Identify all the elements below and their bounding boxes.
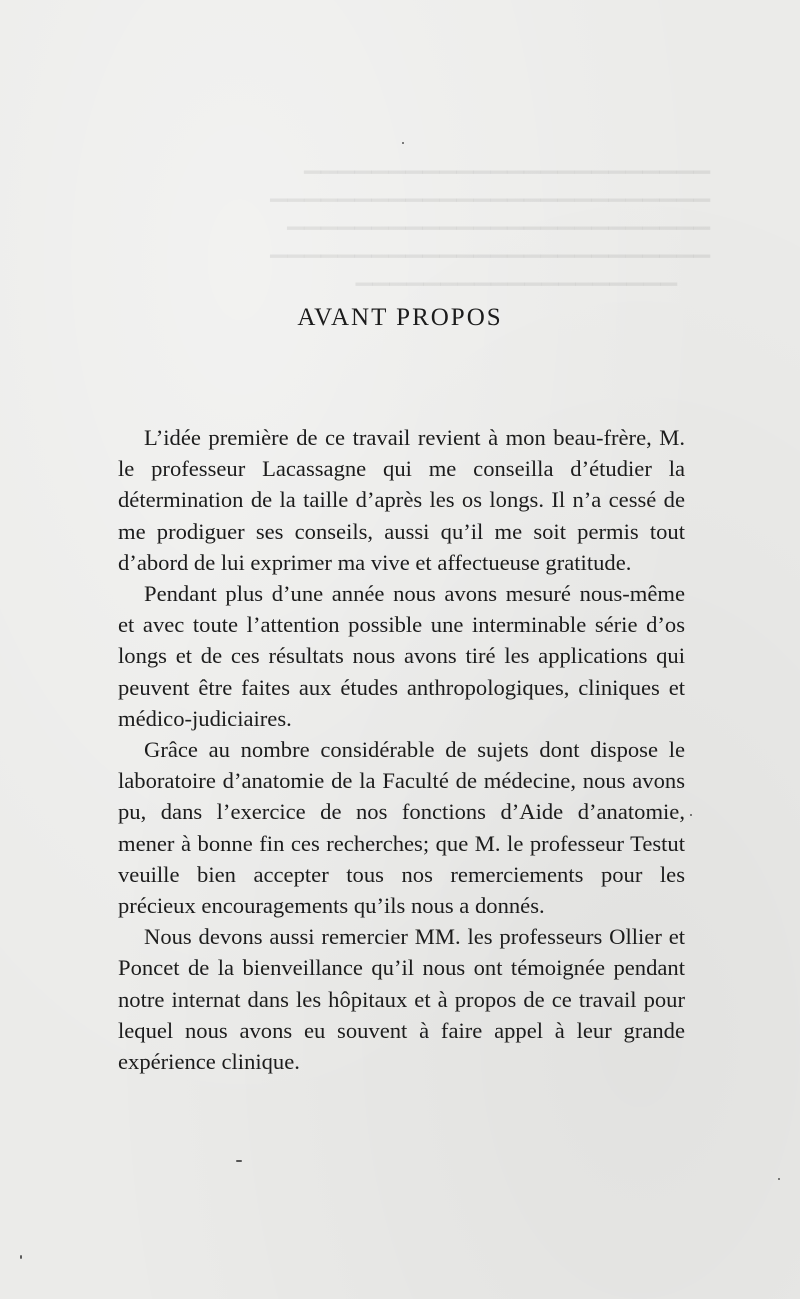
body-text	[118, 422, 685, 1077]
bleed-through-text: ▔▔▔▔▔▔▔▔▔▔▔▔▔▔▔▔▔▔▔▔▔▔▔▔ ▔▔▔▔▔▔▔▔▔▔▔▔▔▔▔▔▔▔▔▔▔▔▔▔▔▔ ▔▔▔▔▔▔▔▔▔▔▔▔▔▔▔▔▔▔▔▔▔▔▔▔▔ ▔▔▔▔▔▔▔▔▔▔▔▔▔▔▔▔▔▔▔▔▔▔▔▔▔▔ ▔▔▔▔▔▔▔▔▔▔▔▔▔▔▔▔▔▔▔	[270, 171, 710, 308]
speck	[690, 814, 692, 816]
speck	[778, 1178, 780, 1180]
speck	[236, 1160, 242, 1162]
paragraph-3: Grâce au nombre considérable de sujets dont dispose le laboratoire d’anatomie de la Faculté de médecine, nous avons pu, dans l’exercice de nos fonctions d’Aide d’anatomie, mener à bonne fin ces recherches; que M. le professeur Testut veuille bien accepter tous nos remerciements pour les précieux encouragements qu’ils nous a donnés.	[118, 737, 685, 919]
paragraph-2: Pendant plus d’une année nous avons mesuré nous-même et avec toute l’attention possible une interminable série d’os longs et de ces résultats nous avons tiré les applications qui peuvent être faites aux études anthropologiques, cliniques et médico-judiciaires.	[118, 581, 685, 731]
speck	[402, 142, 404, 144]
paragraph-1: L’idée première de ce travail revient à mon beau-frère, M. le professeur Lacassagne qui me conseilla d’étudier la détermination de la taille d’après les os longs. Il n’a cessé de me prodiguer ses conseils, aussi qu’il me soit permis tout d’abord de lui exprimer ma vive et affectueuse gratitude.	[118, 425, 685, 575]
page-title: AVANT PROPOS	[297, 304, 503, 331]
paragraph-4: Nous devons aussi remercier MM. les professeurs Ollier et Poncet de la bienveillance qu’il nous ont témoignée pendant notre internat dans les hôpitaux et à propos de ce travail pour lequel nous avons eu souvent à faire appel à leur grande expérience clinique.	[118, 924, 685, 1075]
speck	[20, 1255, 22, 1259]
